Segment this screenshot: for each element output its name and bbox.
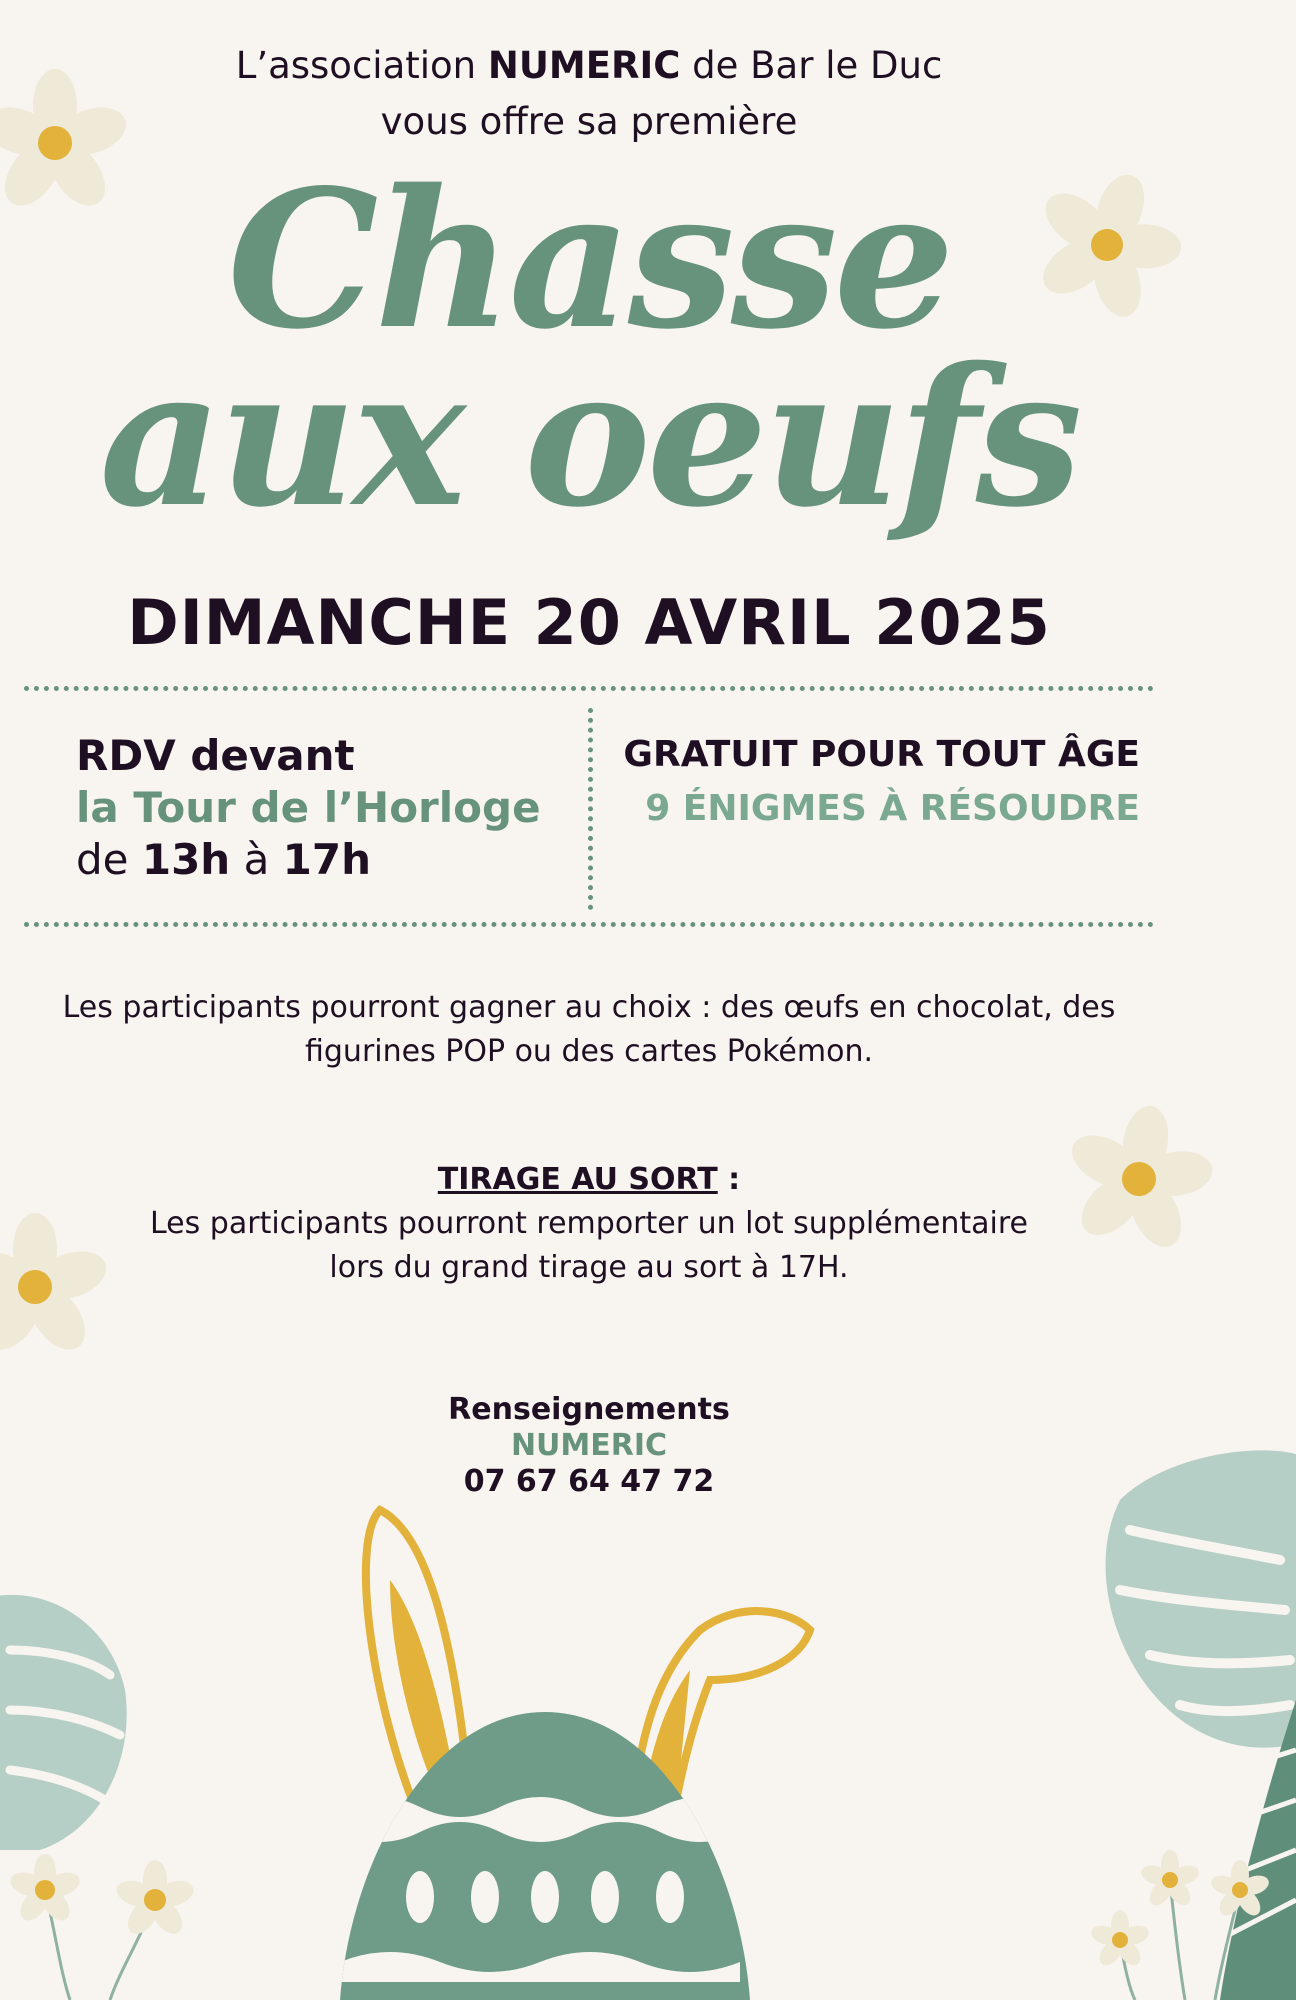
intro-text bbox=[0, 38, 1178, 150]
prizes-line1: Les participants pourront gagner au choix : des œufs en chocolat, des bbox=[62, 990, 1116, 1025]
info-riddles: 9 ÉNIGMES À RÉSOUDRE bbox=[645, 788, 1140, 829]
rdv-place: la Tour de l’Horloge bbox=[76, 783, 541, 832]
contact-heading: Renseignements bbox=[448, 1392, 730, 1427]
draw-label: TIRAGE AU SORT bbox=[437, 1162, 718, 1197]
intro-suffix: de Bar le Duc bbox=[680, 44, 943, 87]
draw-section bbox=[0, 1158, 1178, 1290]
daisy-flower-icon bbox=[1080, 1840, 1270, 2000]
rdv-line1: RDV devant bbox=[76, 731, 355, 780]
rdv-start: 13h bbox=[141, 835, 231, 884]
daisy-flower-icon bbox=[0, 1830, 230, 2000]
monstera-leaf-icon bbox=[0, 1580, 130, 1860]
intro-prefix: L’association bbox=[235, 44, 488, 87]
contact-info bbox=[0, 1392, 1178, 1500]
easter-egg-icon bbox=[340, 1712, 750, 2000]
prizes-line2: figurines POP ou des cartes Pokémon. bbox=[304, 1034, 874, 1069]
rdv-de: de bbox=[76, 835, 142, 884]
event-date: DIMANCHE 20 AVRIL 2025 bbox=[127, 586, 1051, 659]
rdv-end: 17h bbox=[282, 835, 372, 884]
page-title-line1: Chasse bbox=[227, 148, 951, 371]
info-free: GRATUIT POUR TOUT ÂGE bbox=[623, 734, 1140, 775]
contact-phone: 07 67 64 47 72 bbox=[463, 1464, 715, 1499]
draw-line2: lors du grand tirage au sort à 17H. bbox=[329, 1250, 849, 1285]
draw-colon: : bbox=[717, 1162, 741, 1197]
intro-line2: vous offre sa première bbox=[380, 100, 798, 143]
divider-bottom bbox=[24, 922, 1154, 927]
draw-line1: Les participants pourront remporter un lot supplémentaire bbox=[150, 1206, 1028, 1241]
page-title-line2: aux oeufs bbox=[99, 326, 1079, 549]
contact-org: NUMERIC bbox=[510, 1428, 668, 1463]
rdv-a: à bbox=[230, 835, 283, 884]
event-info bbox=[600, 728, 1140, 836]
intro-org: NUMERIC bbox=[487, 44, 681, 87]
divider-vertical bbox=[588, 708, 593, 910]
meeting-point bbox=[76, 730, 541, 886]
divider-top bbox=[24, 686, 1154, 691]
prizes-text bbox=[0, 986, 1178, 1074]
